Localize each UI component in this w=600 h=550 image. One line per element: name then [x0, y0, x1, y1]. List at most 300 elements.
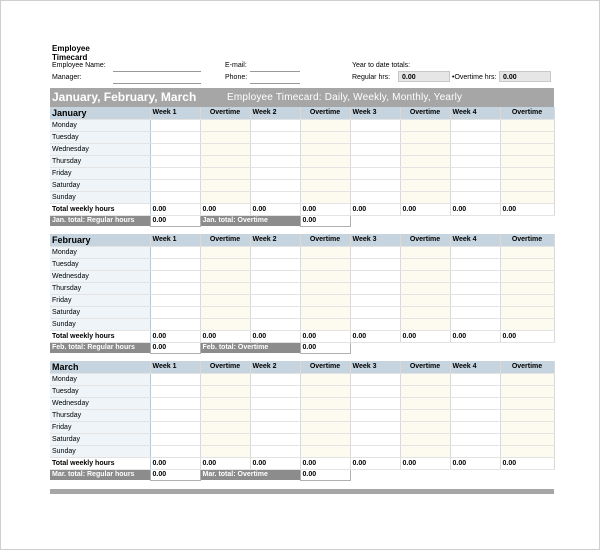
weekly-total-value: 0.00 — [300, 457, 350, 469]
hours-cell[interactable] — [400, 373, 450, 385]
hours-cell[interactable] — [250, 119, 300, 131]
hours-cell[interactable] — [150, 433, 200, 445]
month-regular-label: Feb. total: Regular hours — [50, 342, 150, 353]
hours-cell[interactable] — [250, 143, 300, 155]
regular-hrs-value: 0.00 — [398, 71, 450, 82]
month-regular-value: 0.00 — [150, 342, 200, 353]
column-header: Week 4 — [450, 361, 500, 373]
hours-cell[interactable] — [450, 131, 500, 143]
day-row — [50, 270, 554, 282]
day-row — [50, 119, 554, 131]
hours-cell[interactable] — [450, 167, 500, 179]
hours-cell[interactable] — [200, 294, 250, 306]
hours-cell[interactable] — [200, 433, 250, 445]
hours-cell[interactable] — [300, 191, 350, 203]
phone-field[interactable] — [250, 83, 300, 84]
overtime-hrs-value: 0.00 — [499, 71, 551, 82]
hours-cell[interactable] — [300, 167, 350, 179]
hours-cell[interactable] — [400, 155, 450, 167]
hours-cell[interactable] — [150, 119, 200, 131]
column-header: Overtime — [400, 361, 450, 373]
day-row — [50, 191, 554, 203]
weekly-total-value: 0.00 — [200, 457, 250, 469]
hours-cell[interactable] — [300, 445, 350, 457]
day-label: Tuesday — [50, 258, 150, 270]
hours-cell[interactable] — [400, 318, 450, 330]
month-overtime-value: 0.00 — [300, 469, 350, 480]
hours-cell[interactable] — [250, 397, 300, 409]
month-table-january — [50, 107, 555, 227]
hours-cell[interactable] — [350, 119, 400, 131]
hours-cell[interactable] — [250, 318, 300, 330]
weekly-total-value: 0.00 — [200, 203, 250, 215]
hours-cell[interactable] — [250, 282, 300, 294]
hours-cell[interactable] — [450, 143, 500, 155]
hours-cell[interactable] — [150, 191, 200, 203]
column-header: Overtime — [200, 234, 250, 246]
hours-cell[interactable] — [250, 191, 300, 203]
hours-cell[interactable] — [350, 294, 400, 306]
weekly-total-value: 0.00 — [150, 457, 200, 469]
hours-cell[interactable] — [350, 246, 400, 258]
hours-cell[interactable] — [300, 373, 350, 385]
hours-cell[interactable] — [400, 191, 450, 203]
total-weekly-row — [50, 330, 554, 342]
day-row — [50, 306, 554, 318]
month-regular-label: Mar. total: Regular hours — [50, 469, 150, 480]
hours-cell[interactable] — [350, 191, 400, 203]
hours-cell[interactable] — [500, 167, 554, 179]
hours-cell[interactable] — [350, 445, 400, 457]
column-header: Overtime — [400, 107, 450, 119]
hours-cell[interactable] — [200, 155, 250, 167]
hours-cell[interactable] — [450, 155, 500, 167]
weekly-total-value: 0.00 — [150, 330, 200, 342]
hours-cell[interactable] — [200, 246, 250, 258]
day-row — [50, 421, 554, 433]
hours-cell[interactable] — [350, 433, 400, 445]
hours-cell[interactable] — [450, 294, 500, 306]
hours-cell[interactable] — [300, 131, 350, 143]
hours-cell[interactable] — [250, 258, 300, 270]
day-label: Saturday — [50, 306, 150, 318]
month-header-row — [50, 361, 554, 373]
day-row — [50, 143, 554, 155]
hours-cell[interactable] — [250, 306, 300, 318]
day-row — [50, 179, 554, 191]
hours-cell[interactable] — [450, 409, 500, 421]
hours-cell[interactable] — [400, 294, 450, 306]
day-row — [50, 397, 554, 409]
hours-cell[interactable] — [400, 433, 450, 445]
hours-cell[interactable] — [150, 318, 200, 330]
hours-cell[interactable] — [500, 119, 554, 131]
summary-spacer — [350, 342, 554, 353]
day-row — [50, 385, 554, 397]
weekly-total-value: 0.00 — [400, 203, 450, 215]
summary-spacer — [350, 215, 554, 226]
day-label: Friday — [50, 421, 150, 433]
title-banner — [50, 88, 554, 107]
email-field[interactable] — [250, 71, 300, 72]
hours-cell[interactable] — [150, 294, 200, 306]
day-row — [50, 373, 554, 385]
hours-cell[interactable] — [500, 294, 554, 306]
weekly-total-value: 0.00 — [250, 203, 300, 215]
weekly-total-value: 0.00 — [350, 457, 400, 469]
hours-cell[interactable] — [350, 397, 400, 409]
day-row — [50, 246, 554, 258]
manager-field[interactable] — [113, 83, 201, 84]
hours-cell[interactable] — [200, 143, 250, 155]
hours-cell[interactable] — [250, 385, 300, 397]
month-name: January — [50, 107, 150, 119]
hours-cell[interactable] — [250, 270, 300, 282]
hours-cell[interactable] — [500, 282, 554, 294]
hours-cell[interactable] — [500, 246, 554, 258]
hours-cell[interactable] — [200, 397, 250, 409]
hours-cell[interactable] — [250, 179, 300, 191]
hours-cell[interactable] — [400, 167, 450, 179]
hours-cell[interactable] — [300, 155, 350, 167]
month-overtime-label: Jan. total: Overtime — [200, 215, 300, 226]
day-label: Sunday — [50, 445, 150, 457]
month-overtime-value: 0.00 — [300, 215, 350, 226]
day-label: Friday — [50, 167, 150, 179]
total-weekly-label: Total weekly hours — [50, 457, 150, 469]
hours-cell[interactable] — [300, 409, 350, 421]
hours-cell[interactable] — [500, 409, 554, 421]
hours-cell[interactable] — [400, 397, 450, 409]
hours-cell[interactable] — [250, 131, 300, 143]
hours-cell[interactable] — [350, 270, 400, 282]
hours-cell[interactable] — [300, 397, 350, 409]
hours-cell[interactable] — [150, 155, 200, 167]
hours-cell[interactable] — [400, 119, 450, 131]
day-label: Sunday — [50, 191, 150, 203]
hours-cell[interactable] — [500, 131, 554, 143]
hours-cell[interactable] — [250, 246, 300, 258]
hours-cell[interactable] — [250, 167, 300, 179]
day-label: Monday — [50, 119, 150, 131]
day-label: Wednesday — [50, 397, 150, 409]
hours-cell[interactable] — [250, 373, 300, 385]
banner-subtitle: Employee Timecard: Daily, Weekly, Monthly, Yearly — [227, 92, 463, 103]
hours-cell[interactable] — [200, 306, 250, 318]
column-header: Overtime — [500, 234, 554, 246]
day-row — [50, 318, 554, 330]
hours-cell[interactable] — [150, 258, 200, 270]
hours-cell[interactable] — [150, 397, 200, 409]
weekly-total-value: 0.00 — [300, 203, 350, 215]
hours-cell[interactable] — [300, 294, 350, 306]
weekly-total-value: 0.00 — [200, 330, 250, 342]
day-label: Monday — [50, 373, 150, 385]
column-header: Overtime — [300, 107, 350, 119]
day-label: Thursday — [50, 409, 150, 421]
hours-cell[interactable] — [400, 306, 450, 318]
hours-cell[interactable] — [200, 282, 250, 294]
hours-cell[interactable] — [350, 373, 400, 385]
month-header-row — [50, 107, 554, 119]
hours-cell[interactable] — [250, 409, 300, 421]
month-summary-row — [50, 342, 554, 353]
weekly-total-value: 0.00 — [250, 457, 300, 469]
weekly-total-value: 0.00 — [450, 330, 500, 342]
hours-cell[interactable] — [450, 373, 500, 385]
column-header: Week 3 — [350, 107, 400, 119]
month-name: February — [50, 234, 150, 246]
hours-cell[interactable] — [350, 409, 400, 421]
hours-cell[interactable] — [450, 258, 500, 270]
hours-cell[interactable] — [150, 282, 200, 294]
hours-cell[interactable] — [400, 385, 450, 397]
hours-cell[interactable] — [450, 270, 500, 282]
hours-cell[interactable] — [500, 385, 554, 397]
hours-cell[interactable] — [350, 167, 400, 179]
hours-cell[interactable] — [200, 119, 250, 131]
hours-cell[interactable] — [300, 179, 350, 191]
hours-cell[interactable] — [500, 433, 554, 445]
hours-cell[interactable] — [350, 282, 400, 294]
day-label: Saturday — [50, 179, 150, 191]
hours-cell[interactable] — [350, 179, 400, 191]
hours-cell[interactable] — [200, 131, 250, 143]
weekly-total-value: 0.00 — [450, 457, 500, 469]
hours-cell[interactable] — [150, 385, 200, 397]
hours-cell[interactable] — [450, 191, 500, 203]
total-weekly-label: Total weekly hours — [50, 203, 150, 215]
hours-cell[interactable] — [250, 433, 300, 445]
month-header-row — [50, 234, 554, 246]
hours-cell[interactable] — [300, 318, 350, 330]
month-regular-value: 0.00 — [150, 469, 200, 480]
hours-cell[interactable] — [450, 282, 500, 294]
hours-cell[interactable] — [150, 421, 200, 433]
hours-cell[interactable] — [200, 373, 250, 385]
day-label: Tuesday — [50, 131, 150, 143]
hours-cell[interactable] — [350, 155, 400, 167]
column-header: Overtime — [200, 361, 250, 373]
hours-cell[interactable] — [450, 433, 500, 445]
hours-cell[interactable] — [500, 191, 554, 203]
weekly-total-value: 0.00 — [350, 203, 400, 215]
column-header: Week 1 — [150, 361, 200, 373]
hours-cell[interactable] — [300, 119, 350, 131]
day-label: Sunday — [50, 318, 150, 330]
month-table-february — [50, 234, 555, 354]
hours-cell[interactable] — [400, 131, 450, 143]
month-name: March — [50, 361, 150, 373]
hours-cell[interactable] — [450, 421, 500, 433]
manager-label: Manager: — [52, 74, 82, 81]
column-header: Overtime — [500, 361, 554, 373]
hours-cell[interactable] — [200, 445, 250, 457]
day-row — [50, 445, 554, 457]
column-header: Week 3 — [350, 361, 400, 373]
hours-cell[interactable] — [400, 246, 450, 258]
day-label: Saturday — [50, 433, 150, 445]
month-regular-value: 0.00 — [150, 215, 200, 226]
month-overtime-value: 0.00 — [300, 342, 350, 353]
hours-cell[interactable] — [400, 270, 450, 282]
day-label: Friday — [50, 294, 150, 306]
hours-cell[interactable] — [500, 179, 554, 191]
hours-cell[interactable] — [250, 445, 300, 457]
weekly-total-value: 0.00 — [150, 203, 200, 215]
month-summary-row — [50, 469, 554, 480]
month-summary-row — [50, 215, 554, 226]
weekly-total-value: 0.00 — [300, 330, 350, 342]
weekly-total-value: 0.00 — [500, 330, 554, 342]
day-row — [50, 167, 554, 179]
column-header: Week 2 — [250, 361, 300, 373]
hours-cell[interactable] — [300, 306, 350, 318]
hours-cell[interactable] — [300, 282, 350, 294]
hours-cell[interactable] — [500, 155, 554, 167]
hours-cell[interactable] — [200, 179, 250, 191]
hours-cell[interactable] — [500, 373, 554, 385]
day-row — [50, 131, 554, 143]
column-header: Week 4 — [450, 234, 500, 246]
hours-cell[interactable] — [250, 294, 300, 306]
hours-cell[interactable] — [450, 318, 500, 330]
hours-cell[interactable] — [500, 143, 554, 155]
hours-cell[interactable] — [500, 270, 554, 282]
employee-name-label: Employee Name: — [52, 62, 106, 69]
month-overtime-label: Mar. total: Overtime — [200, 469, 300, 480]
marker-icon: • — [452, 74, 455, 81]
hours-cell[interactable] — [150, 167, 200, 179]
day-label: Wednesday — [50, 143, 150, 155]
hours-cell[interactable] — [450, 119, 500, 131]
hours-cell[interactable] — [350, 258, 400, 270]
weekly-total-value: 0.00 — [500, 457, 554, 469]
hours-cell[interactable] — [400, 143, 450, 155]
hours-cell[interactable] — [200, 191, 250, 203]
hours-cell[interactable] — [200, 421, 250, 433]
hours-cell[interactable] — [400, 258, 450, 270]
column-header: Week 3 — [350, 234, 400, 246]
day-label: Thursday — [50, 282, 150, 294]
hours-cell[interactable] — [450, 246, 500, 258]
total-weekly-label: Total weekly hours — [50, 330, 150, 342]
hours-cell[interactable] — [400, 409, 450, 421]
column-header: Overtime — [400, 234, 450, 246]
column-header: Week 4 — [450, 107, 500, 119]
hours-cell[interactable] — [150, 246, 200, 258]
hours-cell[interactable] — [500, 258, 554, 270]
hours-cell[interactable] — [300, 143, 350, 155]
hours-cell[interactable] — [150, 179, 200, 191]
day-label: Thursday — [50, 155, 150, 167]
hours-cell[interactable] — [450, 445, 500, 457]
day-label: Monday — [50, 246, 150, 258]
day-row — [50, 282, 554, 294]
ytd-label: Year to date totals: — [352, 62, 411, 69]
hours-cell[interactable] — [450, 397, 500, 409]
weekly-total-value: 0.00 — [450, 203, 500, 215]
day-label: Tuesday — [50, 385, 150, 397]
hours-cell[interactable] — [300, 258, 350, 270]
hours-cell[interactable] — [350, 421, 400, 433]
hours-cell[interactable] — [500, 445, 554, 457]
hours-cell[interactable] — [200, 258, 250, 270]
hours-cell[interactable] — [200, 318, 250, 330]
hours-cell[interactable] — [450, 179, 500, 191]
hours-cell[interactable] — [300, 246, 350, 258]
phone-label: Phone: — [225, 74, 248, 81]
month-overtime-label: Feb. total: Overtime — [200, 342, 300, 353]
hours-cell[interactable] — [150, 373, 200, 385]
day-row — [50, 409, 554, 421]
hours-cell[interactable] — [350, 318, 400, 330]
hours-cell[interactable] — [350, 385, 400, 397]
hours-cell[interactable] — [500, 421, 554, 433]
regular-hrs-label: Regular hrs: — [352, 74, 391, 81]
hours-cell[interactable] — [300, 421, 350, 433]
hours-cell[interactable] — [400, 421, 450, 433]
hours-cell[interactable] — [150, 306, 200, 318]
day-row — [50, 155, 554, 167]
hours-cell[interactable] — [150, 143, 200, 155]
weekly-total-value: 0.00 — [500, 203, 554, 215]
hours-cell[interactable] — [500, 397, 554, 409]
hours-cell[interactable] — [500, 318, 554, 330]
weekly-total-value: 0.00 — [350, 330, 400, 342]
hours-cell[interactable] — [350, 131, 400, 143]
hours-cell[interactable] — [400, 445, 450, 457]
hours-cell[interactable] — [150, 409, 200, 421]
hours-cell[interactable] — [150, 270, 200, 282]
hours-cell[interactable] — [450, 385, 500, 397]
column-header: Week 2 — [250, 234, 300, 246]
hours-cell[interactable] — [300, 433, 350, 445]
hours-cell[interactable] — [300, 270, 350, 282]
column-header: Week 2 — [250, 107, 300, 119]
hours-cell[interactable] — [150, 445, 200, 457]
weekly-total-value: 0.00 — [250, 330, 300, 342]
overtime-hrs-label: •Overtime hrs: — [452, 74, 497, 81]
hours-cell[interactable] — [450, 306, 500, 318]
total-weekly-row — [50, 203, 554, 215]
day-row — [50, 433, 554, 445]
hours-cell[interactable] — [500, 306, 554, 318]
hours-cell[interactable] — [250, 155, 300, 167]
hours-cell[interactable] — [150, 131, 200, 143]
hours-cell[interactable] — [200, 167, 250, 179]
email-label: E-mail: — [225, 62, 247, 69]
hours-cell[interactable] — [350, 306, 400, 318]
hours-cell[interactable] — [400, 179, 450, 191]
banner-months-title: January, February, March — [52, 90, 197, 104]
hours-cell[interactable] — [300, 385, 350, 397]
hours-cell[interactable] — [250, 421, 300, 433]
day-row — [50, 294, 554, 306]
hours-cell[interactable] — [200, 409, 250, 421]
column-header: Overtime — [300, 234, 350, 246]
hours-cell[interactable] — [350, 143, 400, 155]
column-header: Week 1 — [150, 234, 200, 246]
hours-cell[interactable] — [400, 282, 450, 294]
hours-cell[interactable] — [200, 385, 250, 397]
day-row — [50, 258, 554, 270]
column-header: Week 1 — [150, 107, 200, 119]
hours-cell[interactable] — [200, 270, 250, 282]
employee-name-field[interactable] — [113, 71, 201, 72]
month-regular-label: Jan. total: Regular hours — [50, 215, 150, 226]
summary-spacer — [350, 469, 554, 480]
